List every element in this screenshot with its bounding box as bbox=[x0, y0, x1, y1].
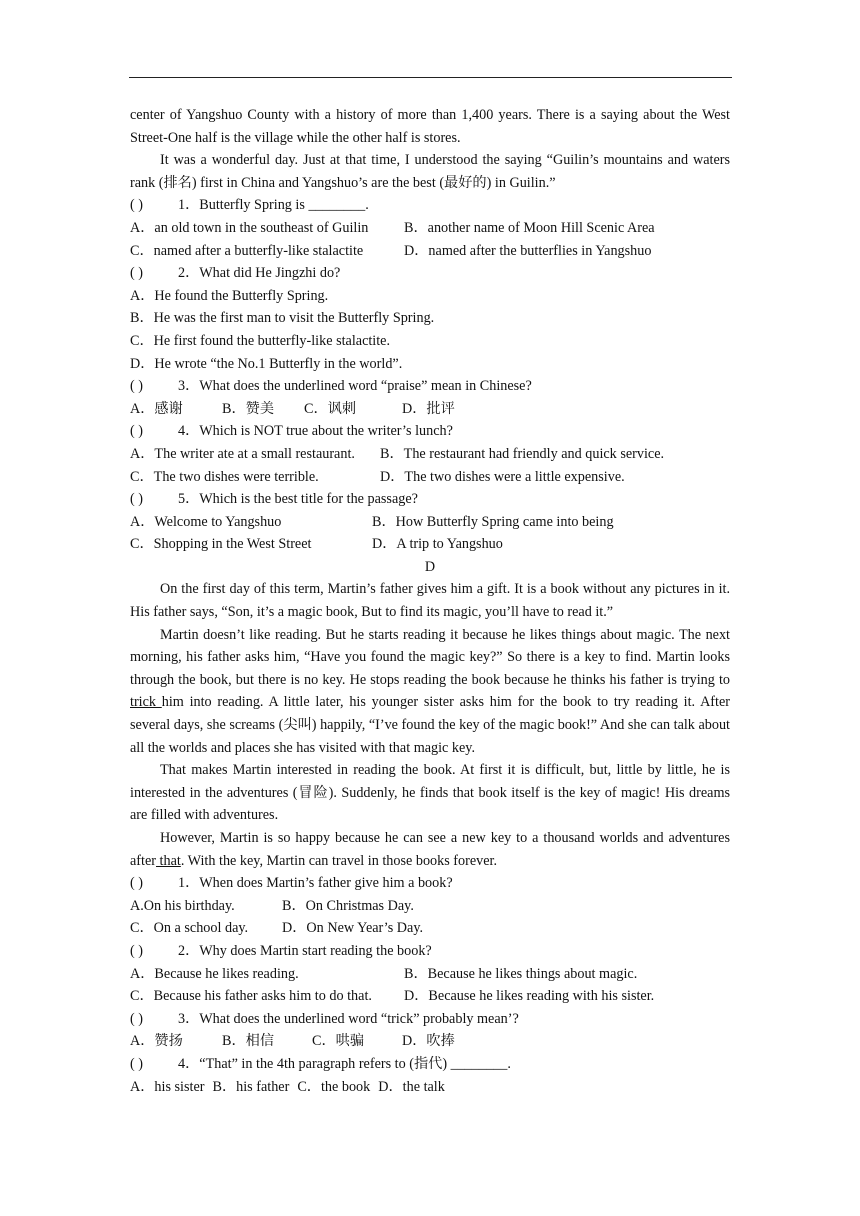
underlined-word-that: that bbox=[156, 852, 181, 869]
question-d3-options bbox=[130, 1030, 730, 1053]
paragraph-text: . With the key, Martin can travel in those books forever. bbox=[180, 852, 498, 869]
question-c4 bbox=[130, 420, 730, 443]
question-stem: 4．Which is NOT true about the writer’s lunch? bbox=[178, 423, 453, 440]
option-a: A．an old town in the southeast of Guilin bbox=[130, 219, 369, 236]
answer-bracket: ( ) bbox=[130, 378, 143, 395]
question-stem: 3．What does the underlined word “praise” mean in Chinese? bbox=[178, 378, 532, 395]
question-stem: 1．When does Martin’s father give him a book? bbox=[178, 875, 453, 892]
question-d3 bbox=[130, 1008, 730, 1031]
passage-c-paragraph-1: center of Yangshuo County with a history of more than 1,400 years. There is a saying about the West Street-One half is the village while the other half is stores. bbox=[130, 107, 730, 146]
header-rule bbox=[129, 77, 732, 78]
option-b: B．On Christmas Day. bbox=[282, 897, 414, 914]
paragraph-text: However, Martin is so happy because he can see a new key to a thousand worlds and adventures after bbox=[130, 830, 730, 869]
option-c: C．the book bbox=[297, 1078, 371, 1095]
question-c1 bbox=[130, 194, 730, 217]
option-c: C．讽刺 bbox=[304, 400, 357, 417]
question-d1 bbox=[130, 872, 730, 895]
passage-d-paragraph-4 bbox=[130, 827, 730, 872]
answer-bracket: ( ) bbox=[130, 1055, 143, 1072]
passage-d-paragraph-2 bbox=[130, 624, 730, 760]
option-b: B．赞美 bbox=[222, 400, 275, 417]
option-c: C．On a school day. bbox=[130, 920, 249, 937]
option-d: D．Because he likes reading with his sister. bbox=[404, 988, 655, 1005]
question-d4 bbox=[130, 1053, 730, 1076]
option-a: A．his sister bbox=[130, 1078, 205, 1095]
question-d4-options bbox=[130, 1076, 730, 1099]
option-b: B．Because he likes things about magic. bbox=[404, 965, 638, 982]
section-letter: D bbox=[424, 558, 436, 575]
answer-bracket: ( ) bbox=[130, 265, 143, 282]
option-a: A．感谢 bbox=[130, 400, 183, 417]
question-d2-options-row-2 bbox=[130, 985, 730, 1008]
answer-bracket: ( ) bbox=[130, 423, 143, 440]
option-b: B．He was the first man to visit the Butterfly Spring. bbox=[130, 310, 435, 327]
question-c4-options-row-1 bbox=[130, 443, 730, 466]
question-d1-options-row-2 bbox=[130, 917, 730, 940]
question-c3-options bbox=[130, 398, 730, 421]
option-c: C．Shopping in the West Street bbox=[130, 536, 312, 553]
option-d: D．A trip to Yangshuo bbox=[372, 536, 503, 553]
passage-d-paragraph-3: That makes Martin interested in reading the book. At first it is difficult, but, little by little, he is interested in the adventures (冒险). Suddenly, he finds that book itself is the key of magic! His dreams are filled with adventures. bbox=[130, 762, 730, 824]
option-d: D．批评 bbox=[402, 400, 455, 417]
question-c5 bbox=[130, 488, 730, 511]
option-c: C．He first found the butterfly-like stalactite. bbox=[130, 332, 391, 349]
answer-bracket: ( ) bbox=[130, 491, 143, 508]
option-b: B．How Butterfly Spring came into being bbox=[372, 513, 614, 530]
question-stem: 2．What did He Jingzhi do? bbox=[178, 265, 341, 282]
option-d: D．The two dishes were a little expensive. bbox=[380, 468, 625, 485]
option-b: B．相信 bbox=[222, 1033, 275, 1050]
option-c: C．named after a butterfly-like stalactite bbox=[130, 242, 364, 259]
option-d: D．吹捧 bbox=[402, 1033, 455, 1050]
answer-bracket: ( ) bbox=[130, 942, 143, 959]
option-d: D．On New Year’s Day. bbox=[282, 920, 424, 937]
option-b: B．another name of Moon Hill Scenic Area bbox=[404, 219, 655, 236]
question-d2-options-row-1 bbox=[130, 963, 730, 986]
option-a: A．Welcome to Yangshuo bbox=[130, 513, 282, 530]
question-stem: 1．Butterfly Spring is ________. bbox=[178, 197, 369, 214]
option-c: C．Because his father asks him to do that. bbox=[130, 988, 372, 1005]
document-body bbox=[130, 104, 730, 1098]
option-c: C．The two dishes were terrible. bbox=[130, 468, 319, 485]
option-d: D．He wrote “the No.1 Butterfly in the world”. bbox=[130, 355, 403, 372]
option-a: A．He found the Butterfly Spring. bbox=[130, 287, 329, 304]
question-c1-options-row-1 bbox=[130, 217, 730, 240]
question-c5-options-row-2 bbox=[130, 533, 730, 556]
answer-bracket: ( ) bbox=[130, 197, 143, 214]
option-a: A．赞扬 bbox=[130, 1033, 183, 1050]
question-c3 bbox=[130, 375, 730, 398]
question-c4-options-row-2 bbox=[130, 466, 730, 489]
question-stem: 2．Why does Martin start reading the book? bbox=[178, 942, 432, 959]
paragraph-text: Martin doesn’t like reading. But he starts reading it because he likes things about magic. The next morning, his father asks him, “Have you found the magic key?” So there is a key to find. Martin looks through the book, but there is no key. He stops reading the book because he thinks his father is trying to bbox=[130, 626, 730, 688]
paragraph-text: him into reading. A little later, his younger sister asks him for the book to try reading it. After several days, she screams (尖叫) happily, “I’ve found the key of the magic book!” And she can talk about all the worlds and places she has visited with that magic key. bbox=[130, 694, 730, 756]
question-d1-options-row-1 bbox=[130, 895, 730, 918]
option-d: D．the talk bbox=[378, 1078, 445, 1095]
question-c5-options-row-1 bbox=[130, 511, 730, 534]
question-c1-options-row-2 bbox=[130, 240, 730, 263]
passage-c-paragraph-2: It was a wonderful day. Just at that time, I understood the saying “Guilin’s mountains and waters rank (排名) first in China and Yangshuo’s are the best (最好的) in Guilin.” bbox=[130, 152, 730, 191]
question-stem: 4．“That” in the 4th paragraph refers to (指代) ________. bbox=[178, 1055, 511, 1072]
option-a: A．The writer ate at a small restaurant. bbox=[130, 445, 355, 462]
question-c2 bbox=[130, 262, 730, 285]
option-b: B．The restaurant had friendly and quick service. bbox=[380, 445, 665, 462]
underlined-word-trick: trick bbox=[130, 694, 162, 711]
option-d: D．named after the butterflies in Yangshuo bbox=[404, 242, 652, 259]
answer-bracket: ( ) bbox=[130, 1010, 143, 1027]
question-stem: 3．What does the underlined word “trick” probably mean’? bbox=[178, 1010, 519, 1027]
option-b: B．his father bbox=[212, 1078, 290, 1095]
passage-d-paragraph-1: On the first day of this term, Martin’s father gives him a gift. It is a book without any pictures in it. His father says, “Son, it’s a magic book, But to find its magic, you’ll have to read it.” bbox=[130, 581, 730, 621]
question-stem: 5．Which is the best title for the passage? bbox=[178, 491, 418, 508]
option-c: C．哄骗 bbox=[312, 1033, 365, 1050]
option-a: A．Because he likes reading. bbox=[130, 965, 299, 982]
question-d2 bbox=[130, 940, 730, 963]
option-a: A.On his birthday. bbox=[130, 897, 235, 914]
answer-bracket: ( ) bbox=[130, 875, 143, 892]
